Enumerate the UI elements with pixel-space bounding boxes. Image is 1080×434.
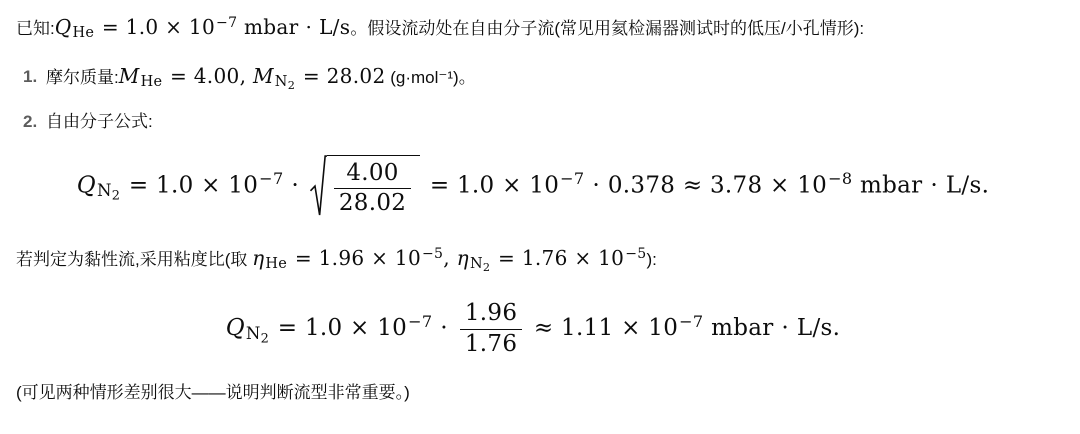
math-text: = 1.76 × 10 (491, 245, 625, 270)
math-subscript: $N_2$ (274, 74, 296, 93)
math-text: , (443, 245, 457, 270)
list-marker: 1. (23, 67, 38, 87)
math-superscript: −7 (259, 169, 284, 189)
math-subscript: He (72, 25, 95, 42)
math-text: = 1.0 × 10 (121, 172, 259, 199)
inline-math-molar-masses (118, 64, 386, 93)
math-subscript: $N_2$ (96, 180, 121, 204)
math-text: = 4.00, (163, 64, 253, 89)
math-superscript: −5 (422, 245, 444, 262)
math-text: mbar ⋅ L/s. (703, 315, 841, 342)
display-equation-viscous (16, 300, 1050, 358)
math-variable: Q (225, 315, 245, 342)
math-superscript: −7 (216, 15, 238, 31)
math-variable: M (252, 64, 274, 89)
denominator: 1.76 (460, 329, 522, 359)
math-superscript: −7 (560, 169, 585, 189)
list-item-molar-mass (16, 59, 1050, 103)
viscous-suffix-text: ): (646, 249, 657, 269)
math-text: ⋅ (432, 315, 456, 342)
ordered-list (16, 59, 1050, 138)
square-root (309, 155, 420, 218)
list-item-content (46, 104, 1050, 139)
math-subsubscript: 2 (287, 79, 296, 93)
math-superscript: −7 (408, 312, 433, 332)
math-superscript: −7 (679, 312, 704, 332)
molar-mass-label: 摩尔质量: (46, 68, 119, 88)
display-equation-free-molecular (16, 155, 1050, 218)
radicand (327, 155, 420, 218)
paragraph-viscous (16, 236, 1050, 286)
math-variable: Q (76, 172, 96, 199)
math-subscript: He (140, 74, 163, 91)
math-text: mbar ⋅ L/s (237, 15, 351, 40)
paragraph-intro (16, 5, 1050, 52)
math-text: mbar ⋅ L/s. (852, 172, 990, 199)
intro-prefix-text: 已知: (16, 19, 55, 39)
math-superscript: −8 (828, 169, 853, 189)
molar-mass-unit-text: (g·mol⁻¹)。 (385, 68, 476, 88)
fraction (334, 160, 411, 218)
math-text: ⋅ 0.378 ≈ 3.78 × 10 (584, 172, 828, 199)
math-variable: η (456, 245, 469, 270)
viscous-prefix-text: 若判定为黏性流,采用粘度比(取 (16, 249, 253, 269)
math-subscript: $N_2$ (469, 255, 491, 275)
paragraph-note: (可见两种情形差别很大——说明判断流型非常重要。) (16, 383, 410, 403)
math-text: = 1.0 × 10 (95, 15, 216, 40)
numerator: 1.96 (464, 300, 518, 327)
math-superscript: −5 (625, 245, 647, 262)
radical-icon (309, 155, 327, 218)
math-variable: M (118, 64, 140, 89)
inline-math-viscosities (252, 245, 647, 275)
math-variable: η (252, 245, 265, 270)
math-variable: Q (54, 15, 72, 40)
math-text: ⋅ (283, 172, 307, 199)
math-subscript: $N_2$ (245, 323, 270, 347)
fraction (460, 300, 522, 358)
math-subsubscript: 2 (111, 188, 121, 204)
math-text: = 1.0 × 10 (270, 315, 408, 342)
math-subsubscript: 2 (260, 331, 270, 347)
math-text: = 1.0 × 10 (422, 172, 560, 199)
list-item-free-molecular-formula (16, 104, 1050, 139)
math-subscript: He (265, 255, 288, 272)
list-item-content (46, 59, 1050, 103)
math-text: ≈ 1.11 × 10 (526, 315, 679, 342)
free-molecular-formula-label: 自由分子公式: (46, 111, 153, 131)
math-subsubscript: 2 (482, 261, 491, 275)
list-marker: 2. (23, 111, 38, 131)
denominator: 28.02 (334, 188, 411, 218)
inline-math-q-he (54, 15, 351, 42)
numerator: 4.00 (346, 159, 399, 186)
intro-suffix-text: 。假设流动处在自由分子流(常见用氦检漏器测试时的低压/小孔情形): (350, 19, 865, 39)
math-text: = 1.96 × 10 (288, 245, 421, 270)
math-text: = 28.02 (296, 64, 386, 89)
